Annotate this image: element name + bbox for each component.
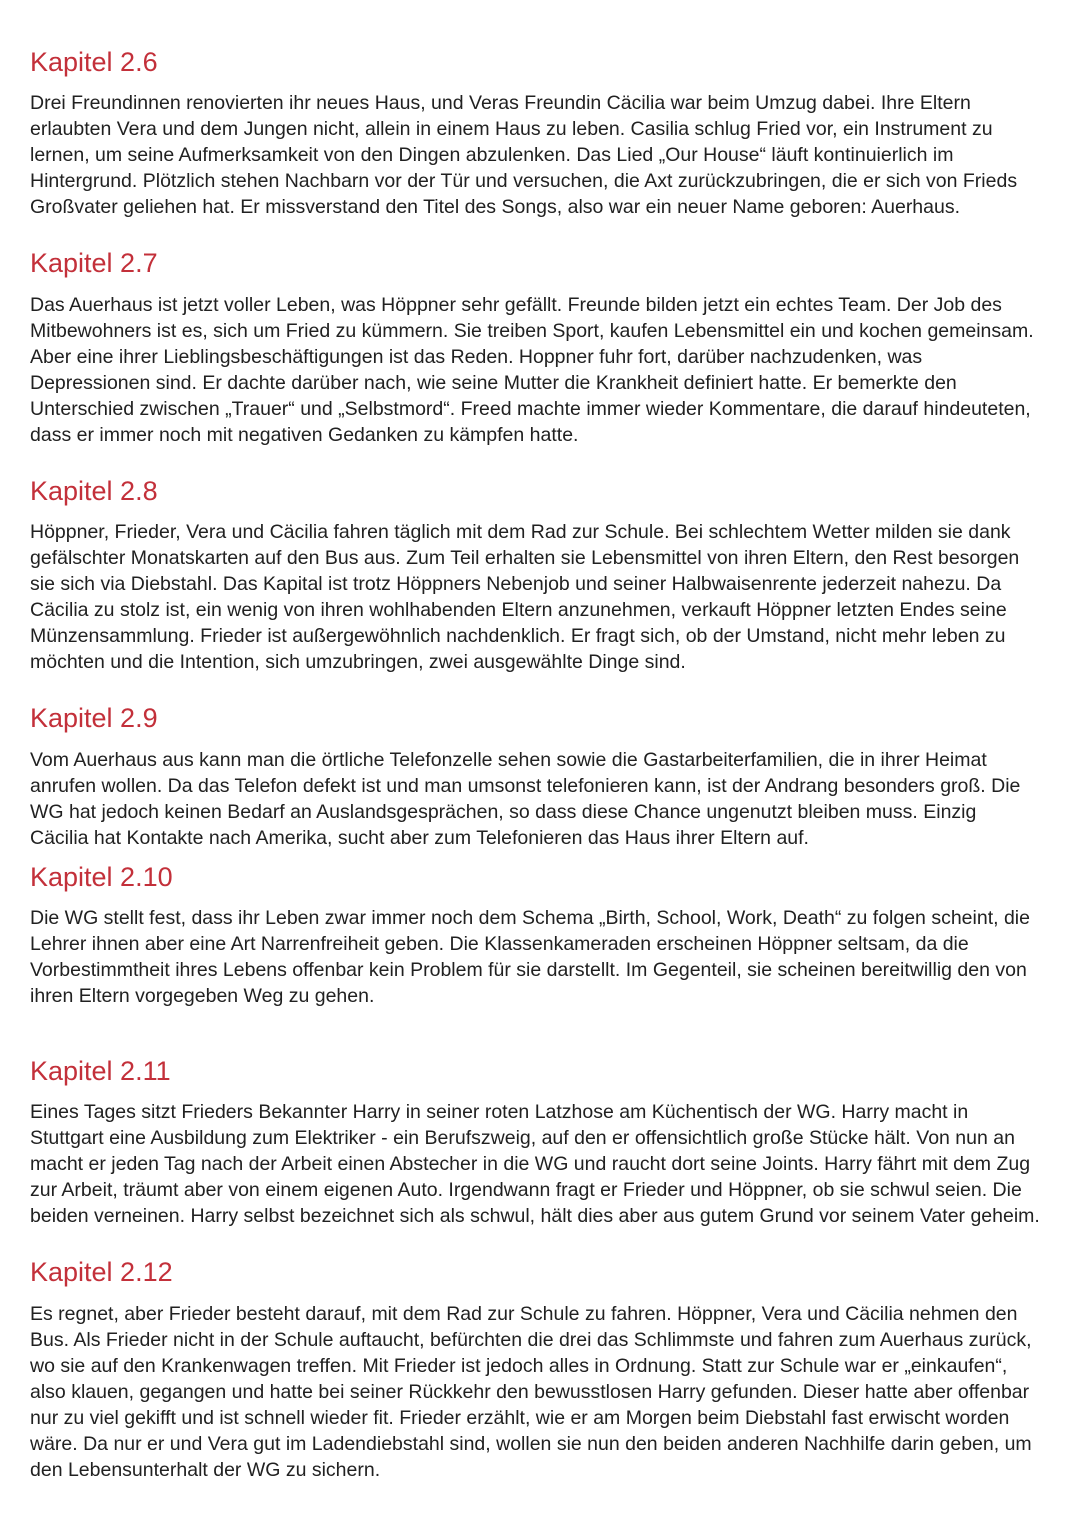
chapter-section — [30, 702, 1040, 850]
chapter-section — [30, 247, 1040, 447]
chapter-section — [30, 861, 1040, 1009]
chapter-heading: Kapitel 2.9 — [30, 703, 158, 734]
chapter-heading: Kapitel 2.8 — [30, 475, 158, 506]
chapter-body: Drei Freundinnen renovierten ihr neues Haus, und Veras Freundin Cäcilia war beim Umzug dabei. Ihre Eltern erlaubten Vera und dem Jungen nicht, allein in einem Haus zu leben. Casilia schlug Fried vor, ein Instrument zu lernen, um seine Aufmerksamkeit von den Dingen abzulenken. Das Lied „Our House“ läuft kontinuierlich im Hintergrund. Plötzlich stehen Nachbarn vor der Tür und versuchen, die Axt zurückzubringen, die er sich von Frieds Großvater geliehen hat. Er missverstand den Titel des Songs, also war ein neuer Name geboren: Auerhaus. — [30, 92, 1018, 219]
chapter-section — [30, 475, 1040, 675]
chapter-heading: Kapitel 2.6 — [30, 47, 158, 77]
chapter-heading: Kapitel 2.11 — [30, 1055, 171, 1086]
chapter-heading: Kapitel 2.12 — [30, 1257, 173, 1288]
chapter-section — [30, 1256, 1040, 1482]
chapter-heading: Kapitel 2.10 — [30, 861, 173, 892]
chapter-body: Höppner, Frieder, Vera und Cäcilia fahren täglich mit dem Rad zur Schule. Bei schlechtem Wetter milden sie dank gefälschter Monatskarten auf den Bus aus. Zum Teil erhalten sie Lebensmittel von ihren Eltern, den Rest besorgen sie sich via Diebstahl. Das Kapital ist trotz Höppners Nebenjob und seiner Halbwaisenrente jederzeit nahezu. Da Cäcilia zu stolz ist, ein wenig von ihren wohlhabenden Eltern anzunehmen, verkauft Höppner letzten Endes seine Münzensammlung. Frieder ist außergewöhnlich nachdenklich. Er fragt sich, ob der Umstand, nicht mehr leben zu möchten und die Intention, sich umzubringen, zwei ausgewählte Dinge sind. — [30, 521, 1020, 674]
chapter-body: Eines Tages sitzt Frieders Bekannter Harry in seiner roten Latzhose am Küchentisch der WG. Harry macht in Stuttgart eine Ausbildung zum Elektriker - ein Berufszweig, auf den er offensichtlich große Stücke hält. Von nun an macht er jeden Tag nach der Arbeit einen Abstecher in die WG und raucht dort seine Joints. Harry fährt mit dem Zug zur Arbeit, träumt aber von einem eigenen Auto. Irgendwann fragt er Frieder und Höppner, ob sie schwul seien. Die beiden verneinen. Harry selbst bezeichnet sich als schwul, hält dies aber aus gutem Grund vor seinem Vater geheim. — [30, 1101, 1040, 1228]
chapter-body: Vom Auerhaus aus kann man die örtliche Telefonzelle sehen sowie die Gastarbeiterfamilien, die in ihrer Heimat anrufen wollen. Da das Telefon defekt ist und man umsonst telefonieren kann, ist der Andrang besonders groß. Die WG hat jedoch keinen Bedarf an Auslandsgesprächen, so dass diese Chance ungenutzt bleiben muss. Einzig Cäcilia hat Kontakte nach Amerika, sucht aber zum Telefonieren das Haus ihrer Eltern auf. — [30, 748, 1021, 849]
chapter-section — [30, 1055, 1040, 1229]
chapter-section — [30, 46, 1040, 220]
chapter-body: Es regnet, aber Frieder besteht darauf, mit dem Rad zur Schule zu fahren. Höppner, Vera und Cäcilia nehmen den Bus. Als Frieder nicht in der Schule auftaucht, befürchten die drei das Schlimmste und fahren zum Auerhaus zurück, wo sie auf den Krankenwagen treffen. Mit Frieder ist jedoch alles in Ordnung. Statt zur Schule war er „einkaufen“, also klauen, gegangen und hatte bei seiner Rückkehr den bewusstlosen Harry gefunden. Dieser hatte aber offenbar nur zu viel gekifft und ist schnell wieder fit. Frieder erzählt, wie er am Morgen beim Diebstahl fast erwischt worden wäre. Da nur er und Vera gut im Ladendiebstahl sind, wollen sie nun den beiden anderen Nachhilfe darin geben, um den Lebensunterhalt der WG zu sichern. — [30, 1302, 1032, 1481]
chapter-heading: Kapitel 2.7 — [30, 248, 158, 279]
chapter-body: Die WG stellt fest, dass ihr Leben zwar immer noch dem Schema „Birth, School, Work, Death“ zu folgen scheint, die Lehrer ihnen aber eine Art Narrenfreiheit geben. Die Klassenkameraden erscheinen Höppner seltsam, da die Vorbestimmtheit ihres Lebens offenbar kein Problem für sie darstellt. Im Gegenteil, sie scheinen bereitwillig den von ihren Eltern vorgegeben Weg zu gehen. — [30, 906, 1030, 1007]
chapter-body: Das Auerhaus ist jetzt voller Leben, was Höppner sehr gefällt. Freunde bilden jetzt ein echtes Team. Der Job des Mitbewohners ist es, sich um Fried zu kümmern. Sie treiben Sport, kaufen Lebensmittel ein und kochen gemeinsam. Aber eine ihrer Lieblingsbeschäftigungen ist das Reden. Hoppner fuhr fort, darüber nachzudenken, was Depressionen sind. Er dachte darüber nach, wie seine Mutter die Krankheit definiert hatte. Er bemerkte den Unterschied zwischen „Trauer“ und „Selbstmord“. Freed machte immer wieder Kommentare, die darauf hindeuteten, dass er immer noch mit negativen Gedanken zu kämpfen hatte. — [30, 293, 1034, 446]
